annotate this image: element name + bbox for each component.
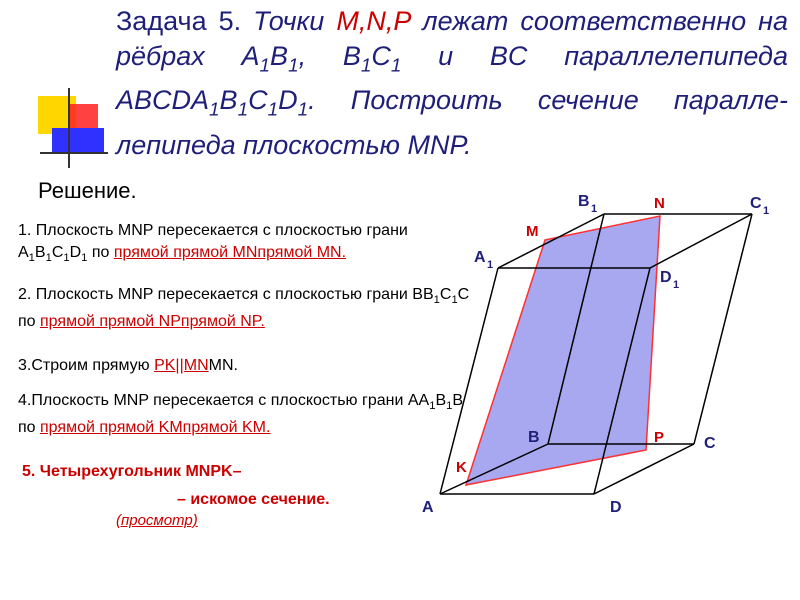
step-text: B по xyxy=(18,392,464,437)
label-c1: C xyxy=(750,195,762,212)
link-line-km[interactable]: прямой прямой KMпрямой KM. xyxy=(40,419,271,437)
subscript: 1 xyxy=(237,99,249,121)
link-pk-parallel-mn[interactable]: PK||MN xyxy=(154,357,209,374)
label-d1-sub: 1 xyxy=(673,279,680,291)
subscript: 1 xyxy=(446,400,453,413)
title-text: B xyxy=(219,85,238,116)
label-a1: A xyxy=(474,249,486,266)
subscript: 1 xyxy=(288,55,299,77)
label-b: B xyxy=(528,429,540,446)
label-c: C xyxy=(704,435,716,452)
title-text: . Построить сечение паралле-лепипеда плоскостью MNP. xyxy=(116,85,788,160)
step-text: C по xyxy=(18,286,470,331)
view-link[interactable]: (просмотр) xyxy=(116,512,198,529)
title-points: M,N,P xyxy=(336,6,411,36)
label-b1: B xyxy=(578,193,590,210)
label-d1: D xyxy=(660,269,672,286)
subscript: 1 xyxy=(267,99,279,121)
title-text: и BC параллелепипеда ABCDA xyxy=(116,41,789,116)
title-text: лежат соответственно на рёбрах A xyxy=(116,6,788,71)
link-line-np[interactable]: прямой прямой NPпрямой NP. xyxy=(40,313,265,331)
label-k: K xyxy=(456,459,467,476)
step-5-line-2: – искомое сечение. xyxy=(177,491,330,508)
step-text: C xyxy=(439,286,452,303)
solution-heading: Решение. xyxy=(38,178,137,203)
label-a1-sub: 1 xyxy=(487,259,494,271)
step-text: 2. Плоскость MNP пересекается с плоскостью грани BB xyxy=(18,286,434,303)
subscript: 1 xyxy=(28,252,35,265)
edge-c-c1 xyxy=(694,214,752,444)
title-text: B xyxy=(270,41,289,71)
subscript: 1 xyxy=(433,294,440,307)
subscript: 1 xyxy=(429,400,436,413)
label-p: P xyxy=(654,429,665,446)
label-a: A xyxy=(422,499,434,516)
subscript: 1 xyxy=(63,252,70,265)
step-text: 4.Плоскость MNP пересекается с плоскостью грани AA xyxy=(18,392,430,409)
step-5-line-1: 5. Четырехугольник MNPK– xyxy=(22,463,242,480)
subscript: 1 xyxy=(259,55,271,77)
step-text: C xyxy=(51,244,64,261)
step-text: D xyxy=(69,244,82,261)
step-text: B xyxy=(34,244,46,261)
title-text: D xyxy=(278,85,298,116)
label-m: M xyxy=(526,223,539,240)
step-text: 1. Плоскость MNP пересекается с плоскостью грани A xyxy=(18,222,408,261)
subscript: 1 xyxy=(451,294,458,307)
subscript: 1 xyxy=(390,55,402,77)
label-n: N xyxy=(654,195,665,212)
subscript: 1 xyxy=(209,99,220,121)
title-text: Точки xyxy=(253,6,337,36)
label-c1-sub: 1 xyxy=(763,205,770,217)
step-text: по xyxy=(87,244,114,261)
subscript: 1 xyxy=(81,252,88,265)
step-text: 3.Строим прямую xyxy=(18,357,155,374)
subscript: 1 xyxy=(45,252,52,265)
label-b1-sub: 1 xyxy=(591,203,598,215)
title-text: C xyxy=(371,41,391,71)
subscript: 1 xyxy=(297,99,309,121)
title-text: , B xyxy=(298,41,361,71)
label-d: D xyxy=(610,499,622,516)
edge-c1-d1 xyxy=(650,214,752,268)
link-line-mn[interactable]: прямой прямой MNпрямой MN. xyxy=(113,244,347,261)
title-text: C xyxy=(248,85,268,116)
task-number: Задача 5. xyxy=(116,6,242,36)
subscript: 1 xyxy=(360,55,372,77)
step-text: B xyxy=(435,392,447,409)
step-text: MN. xyxy=(208,357,238,374)
